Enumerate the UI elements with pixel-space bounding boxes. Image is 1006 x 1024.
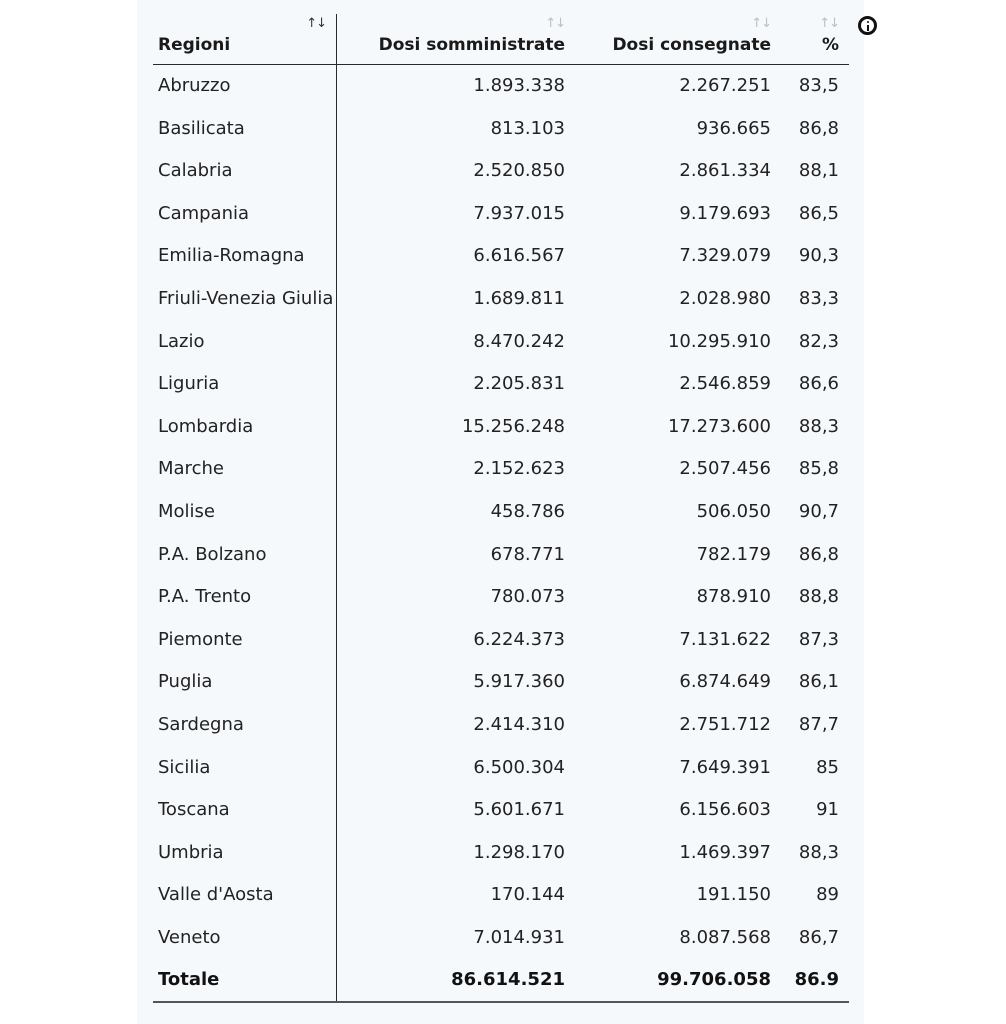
column-label-regioni: Regioni [158,35,231,55]
sort-arrows-icon[interactable]: ↑↓ [751,16,771,31]
percent-cell: 86,8 [798,117,839,139]
table-row [153,747,849,790]
column-header-dosi-consegnate[interactable] [565,14,771,64]
percent-cell: 88,1 [798,160,839,182]
dosi-consegnate-cell: 17.273.600 [667,415,771,437]
column-label-dosi-somministrate: Dosi somministrate [378,35,565,55]
region-cell: Puglia [158,671,213,693]
table-row [153,874,849,917]
dosi-somministrate-cell: 6.616.567 [473,245,565,267]
table-row [153,448,849,491]
dosi-somministrate-cell: 6.224.373 [473,628,565,650]
dosi-somministrate-cell: 2.205.831 [473,373,565,395]
dosi-somministrate-cell: 780.073 [490,586,565,608]
sort-arrows-icon[interactable]: ↑↓ [819,16,839,31]
dosi-somministrate-cell: 86.614.521 [451,969,565,991]
percent-cell: 83,3 [798,287,839,309]
table-row [153,363,849,406]
percent-cell: 86,7 [798,926,839,948]
dosi-consegnate-cell: 506.050 [696,500,771,522]
dosi-consegnate-cell: 936.665 [696,117,771,139]
percent-cell: 85 [816,756,839,778]
table-row [153,576,849,619]
dosi-somministrate-cell: 15.256.248 [461,415,565,437]
dosi-somministrate-cell: 1.689.811 [473,287,565,309]
dosi-consegnate-cell: 10.295.910 [667,330,771,352]
percent-cell: 85,8 [798,458,839,480]
dosi-consegnate-cell: 6.156.603 [679,799,771,821]
dosi-consegnate-cell: 7.131.622 [679,628,771,650]
table-row [153,193,849,236]
dosi-consegnate-cell: 191.150 [696,884,771,906]
dosi-consegnate-cell: 7.649.391 [679,756,771,778]
dosi-consegnate-cell: 2.028.980 [679,287,771,309]
table-row [153,661,849,704]
table-panel [137,0,864,1024]
region-cell: Marche [158,458,224,480]
dosi-somministrate-cell: 8.470.242 [473,330,565,352]
percent-cell: 86,8 [798,543,839,565]
percent-cell: 89 [816,884,839,906]
table-row [153,832,849,875]
dosi-consegnate-cell: 2.861.334 [679,160,771,182]
region-cell: Abruzzo [158,75,231,96]
percent-cell: 86,5 [798,202,839,224]
table-row [153,150,849,193]
region-cell: Sardegna [158,713,244,735]
percent-cell: 88,3 [798,841,839,863]
table-row [153,235,849,278]
percent-cell: 86,6 [798,373,839,395]
region-cell: Lazio [158,330,205,352]
region-cell: Totale [158,969,220,991]
sort-arrows-icon[interactable]: ↑↓ [545,16,565,31]
column-label-percent: % [821,35,839,55]
percent-cell: 82,3 [798,330,839,352]
region-cell: P.A. Bolzano [158,543,267,565]
table-row [153,704,849,747]
info-icon[interactable] [858,16,877,35]
region-cell: Toscana [158,799,230,821]
table-row [153,108,849,151]
percent-cell: 87,7 [798,713,839,735]
dosi-somministrate-cell: 2.152.623 [473,458,565,480]
region-cell: Lombardia [158,415,254,437]
region-cell: Liguria [158,373,220,395]
region-cell: Valle d'Aosta [158,884,274,906]
dosi-somministrate-cell: 5.917.360 [473,671,565,693]
dosi-somministrate-cell: 1.298.170 [473,841,565,863]
table-bottom-border [153,1001,849,1003]
table-row [153,534,849,577]
dosi-consegnate-cell: 7.329.079 [679,245,771,267]
percent-cell: 86,1 [798,671,839,693]
dosi-somministrate-cell: 7.937.015 [473,202,565,224]
table-body [153,65,849,1002]
table-row [153,789,849,832]
dosi-consegnate-cell: 2.751.712 [679,713,771,735]
dosi-consegnate-cell: 2.546.859 [679,373,771,395]
table-row [153,917,849,960]
dosi-somministrate-cell: 170.144 [490,884,565,906]
region-cell: Piemonte [158,628,243,650]
percent-cell: 90,7 [798,500,839,522]
percent-cell: 83,5 [798,75,839,96]
region-cell: Sicilia [158,756,211,778]
dosi-somministrate-cell: 6.500.304 [473,756,565,778]
dosi-consegnate-cell: 1.469.397 [679,841,771,863]
region-cell: Friuli-Venezia Giulia [158,287,334,309]
dosi-consegnate-cell: 6.874.649 [679,671,771,693]
sort-arrows-icon[interactable]: ↑↓ [306,16,326,31]
dosi-consegnate-cell: 2.507.456 [679,458,771,480]
column-header-percent[interactable] [771,14,839,64]
column-header-regioni[interactable] [153,14,326,64]
dosi-somministrate-cell: 7.014.931 [473,926,565,948]
region-cell: Calabria [158,160,233,182]
dosi-consegnate-cell: 782.179 [696,543,771,565]
dosi-somministrate-cell: 678.771 [490,543,565,565]
table-row [153,406,849,449]
dosi-consegnate-cell: 878.910 [696,586,771,608]
percent-cell: 87,3 [798,628,839,650]
table-row [153,491,849,534]
dosi-consegnate-cell: 2.267.251 [679,75,771,96]
region-cell: Campania [158,202,250,224]
dosi-somministrate-cell: 1.893.338 [473,75,565,96]
dosi-consegnate-cell: 9.179.693 [679,202,771,224]
percent-cell: 91 [816,799,839,821]
percent-cell: 86.9 [794,969,839,991]
region-cell: Emilia-Romagna [158,245,305,267]
dosi-somministrate-cell: 2.520.850 [473,160,565,182]
table-row [153,619,849,662]
percent-cell: 88,8 [798,586,839,608]
dosi-somministrate-cell: 2.414.310 [473,713,565,735]
table-row [153,65,849,108]
region-cell: Umbria [158,841,224,863]
column-header-dosi-somministrate[interactable] [337,14,565,64]
table-row [153,278,849,321]
table-row [153,321,849,364]
dosi-somministrate-cell: 813.103 [490,117,565,139]
column-label-dosi-consegnate: Dosi consegnate [612,35,771,55]
dosi-consegnate-cell: 99.706.058 [657,969,771,991]
region-cell: Basilicata [158,117,245,139]
region-cell: Veneto [158,926,221,948]
table-total-row [153,959,849,1002]
dosi-somministrate-cell: 458.786 [490,500,565,522]
region-cell: P.A. Trento [158,586,252,608]
dosi-consegnate-cell: 8.087.568 [679,926,771,948]
percent-cell: 88,3 [798,415,839,437]
percent-cell: 90,3 [798,245,839,267]
table-header [153,14,849,64]
dosi-somministrate-cell: 5.601.671 [473,799,565,821]
region-cell: Molise [158,500,215,522]
